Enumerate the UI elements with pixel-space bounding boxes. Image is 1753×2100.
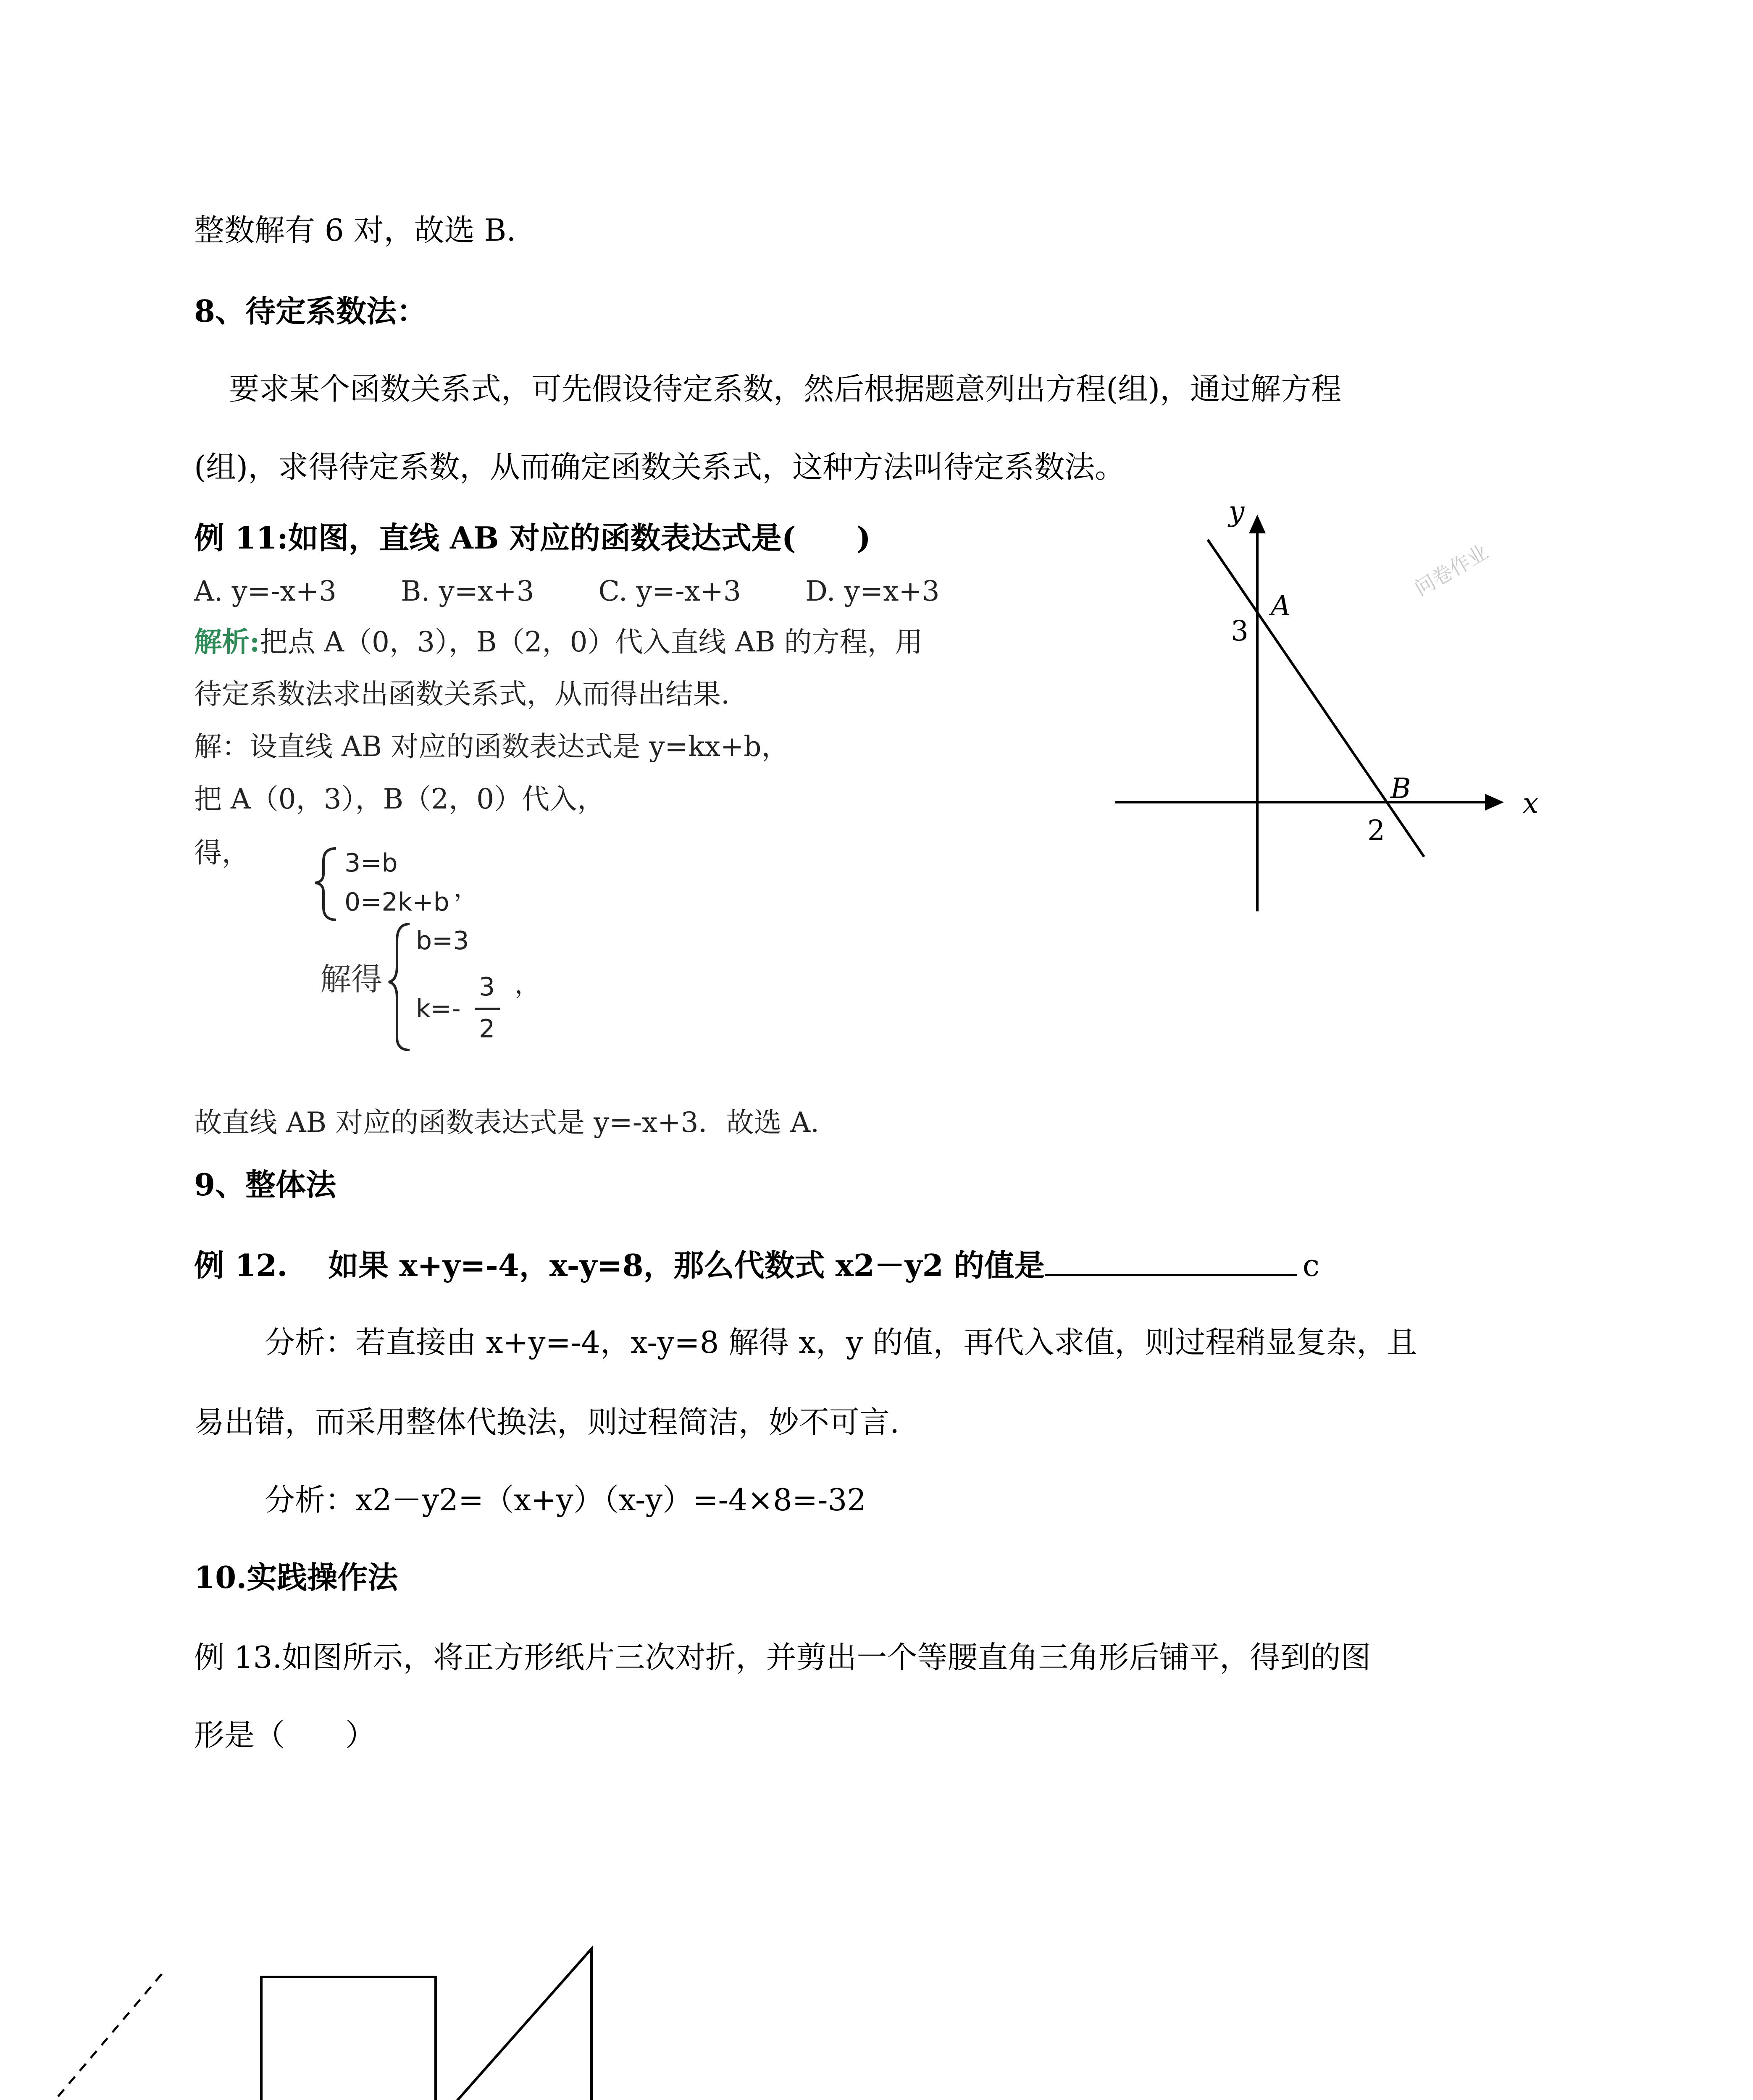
point-a-label: A xyxy=(1271,590,1291,622)
system-1-brace xyxy=(315,848,336,920)
y-axis-arrow xyxy=(1249,514,1266,533)
conclusion-line: 故直线 AB 对应的函数表达式是 y=-x+3．故选 A. xyxy=(194,1106,820,1139)
example-13-line-2: 形是（ ） xyxy=(194,1717,376,1753)
line-ab xyxy=(1208,540,1424,857)
para-method-1: 要求某个函数关系式，可先假设待定系数，然后根据题意列出方程(组)，通过解方程 xyxy=(229,371,1342,407)
system-1-comma: ， xyxy=(454,874,479,903)
dashed-fold-line xyxy=(0,1974,162,2100)
heading-practice-method: 10.实践操作法 xyxy=(194,1559,398,1595)
solve-label: 解得 xyxy=(320,961,382,998)
example-12-answer: c xyxy=(1302,1248,1320,1283)
line-integer-solutions: 整数解有 6 对，故选 B. xyxy=(194,213,516,248)
system-2-comma: ， xyxy=(515,970,540,1000)
point-b-label: B xyxy=(1390,772,1411,805)
heading-undetermined-coefficients: 8、待定系数法： xyxy=(194,293,427,329)
system-1-eq-2: 0=2k+b xyxy=(344,887,449,917)
example-12-text: 例 12. 如果 x+y=-4，x-y=8，那么代数式 x2－y2 的值是 xyxy=(194,1247,1045,1283)
y-intercept-label: 3 xyxy=(1231,615,1248,647)
system-1-eq-1: 3=b xyxy=(344,848,398,878)
y-axis-label: y xyxy=(1229,495,1245,528)
x-axis-arrow xyxy=(1485,794,1504,811)
solution-line-1: 解：设直线 AB 对应的函数表达式是 y=kx+b， xyxy=(194,730,789,763)
x-intercept-label: 2 xyxy=(1367,814,1385,847)
fraction-denominator: 2 xyxy=(479,1014,495,1044)
analysis-text: 把点 A（0，3），B（2，0）代入直线 AB 的方程，用 xyxy=(260,626,923,658)
analysis-12-line-2: 易出错，而采用整体代换法，则过程简洁，妙不可言. xyxy=(194,1404,899,1440)
analysis-label: 解析: xyxy=(194,625,260,658)
para-method-2: (组)，求得待定系数，从而确定函数关系式，这种方法叫待定系数法。 xyxy=(194,449,1125,485)
solution-line-2: 把 A（0，3），B（2，0）代入， xyxy=(194,783,605,815)
fraction-numerator: 3 xyxy=(479,972,495,1002)
solution-line-3: 得， xyxy=(194,837,250,869)
example-11-options: A. y=-x+3 B. y=x+3 C. y=-x+3 D. y=x+3 xyxy=(194,575,940,607)
coordinate-graph xyxy=(1115,495,1538,911)
example-11-question: 例 11:如图，直线 AB 对应的函数表达式是( ) xyxy=(194,520,871,556)
analysis-line-2: 待定系数法求出函数关系式，从而得出结果. xyxy=(194,678,730,710)
right-triangle xyxy=(362,1949,591,2100)
square-paper xyxy=(261,1977,436,2100)
heading-whole-method: 9、整体法 xyxy=(194,1167,336,1202)
watermark: 问卷作业 xyxy=(1411,540,1493,601)
analysis-12-line-1: 分析：若直接由 x+y=-4，x-y=8 解得 x，y 的值，再代入求值，则过程稍显复杂，且 xyxy=(265,1325,1417,1360)
x-axis-label: x xyxy=(1523,787,1539,819)
system-2-eq-2: k=- xyxy=(416,994,461,1024)
system-2-eq-1: b=3 xyxy=(416,926,469,956)
system-2-brace xyxy=(389,924,410,1050)
analysis-12-line-3: 分析：x2－y2=（x+y）（x-y）=-4×8=-32 xyxy=(265,1482,867,1517)
example-13-line-1: 例 13.如图所示，将正方形纸片三次对折，并剪出一个等腰直角三角形后铺平，得到的图 xyxy=(194,1640,1371,1675)
